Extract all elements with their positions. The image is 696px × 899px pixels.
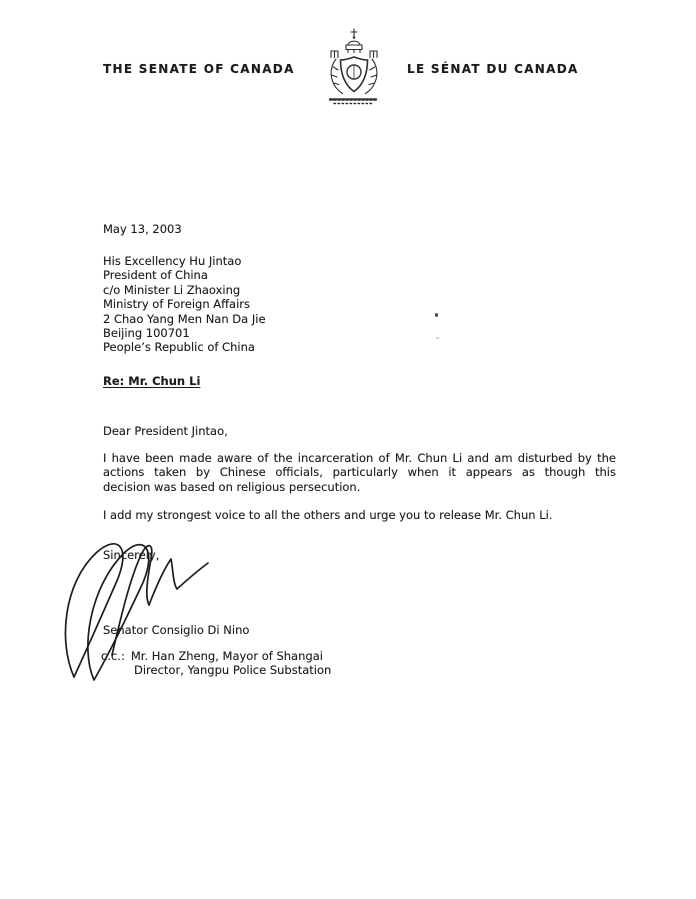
body-paragraph-2: I add my strongest voice to all the others and urge you to release Mr. Chun Li. xyxy=(103,508,553,522)
recipient-address-line: His Excellency Hu Jintao xyxy=(103,254,242,268)
recipient-address-line: President of China xyxy=(103,268,208,283)
letterhead-title-english: THE SENATE OF CANADA xyxy=(103,62,295,76)
recipient-address-line: Ministry of Foreign Affairs xyxy=(103,297,251,312)
letterhead-title-french: LE SÉNAT DU CANADA xyxy=(407,62,579,76)
closing: Sincerely, xyxy=(103,548,160,562)
recipient-address-line: 2 Chao Yang Men Nan Da Jie xyxy=(103,311,266,326)
body-line: actions taken by Chinese officials, particularly when it appears as though this xyxy=(103,465,616,480)
recipient-address-line: c/o Minister Li Zhaoxing xyxy=(103,282,241,297)
signer-name: Senator Consiglio Di Nino xyxy=(103,623,250,637)
salutation: Dear President Jintao, xyxy=(103,424,228,438)
recipient-address-line: People’s Republic of China xyxy=(103,340,255,355)
subject-line: Re: Mr. Chun Li xyxy=(103,374,201,388)
body-line: decision was based on religious persecution. xyxy=(103,479,361,494)
recipient-address xyxy=(103,254,616,355)
body-paragraph-1 xyxy=(103,451,616,494)
senate-coat-of-arms-icon xyxy=(322,27,386,109)
letter-date: May 13, 2003 xyxy=(103,222,182,236)
cc-row xyxy=(101,649,331,663)
scan-speck xyxy=(435,313,438,317)
cc-block xyxy=(101,649,331,678)
cc-line: Mr. Han Zheng, Mayor of Shangai xyxy=(130,649,323,663)
scan-speck xyxy=(436,337,439,339)
body-line: I have been made aware of the incarceration of Mr. Chun Li and am disturbed by the xyxy=(103,451,616,465)
cc-line: Director, Yangpu Police Substation xyxy=(134,663,332,678)
recipient-address-line: Beijing 100701 xyxy=(103,326,190,341)
cc-label: c.c.: xyxy=(101,649,125,663)
